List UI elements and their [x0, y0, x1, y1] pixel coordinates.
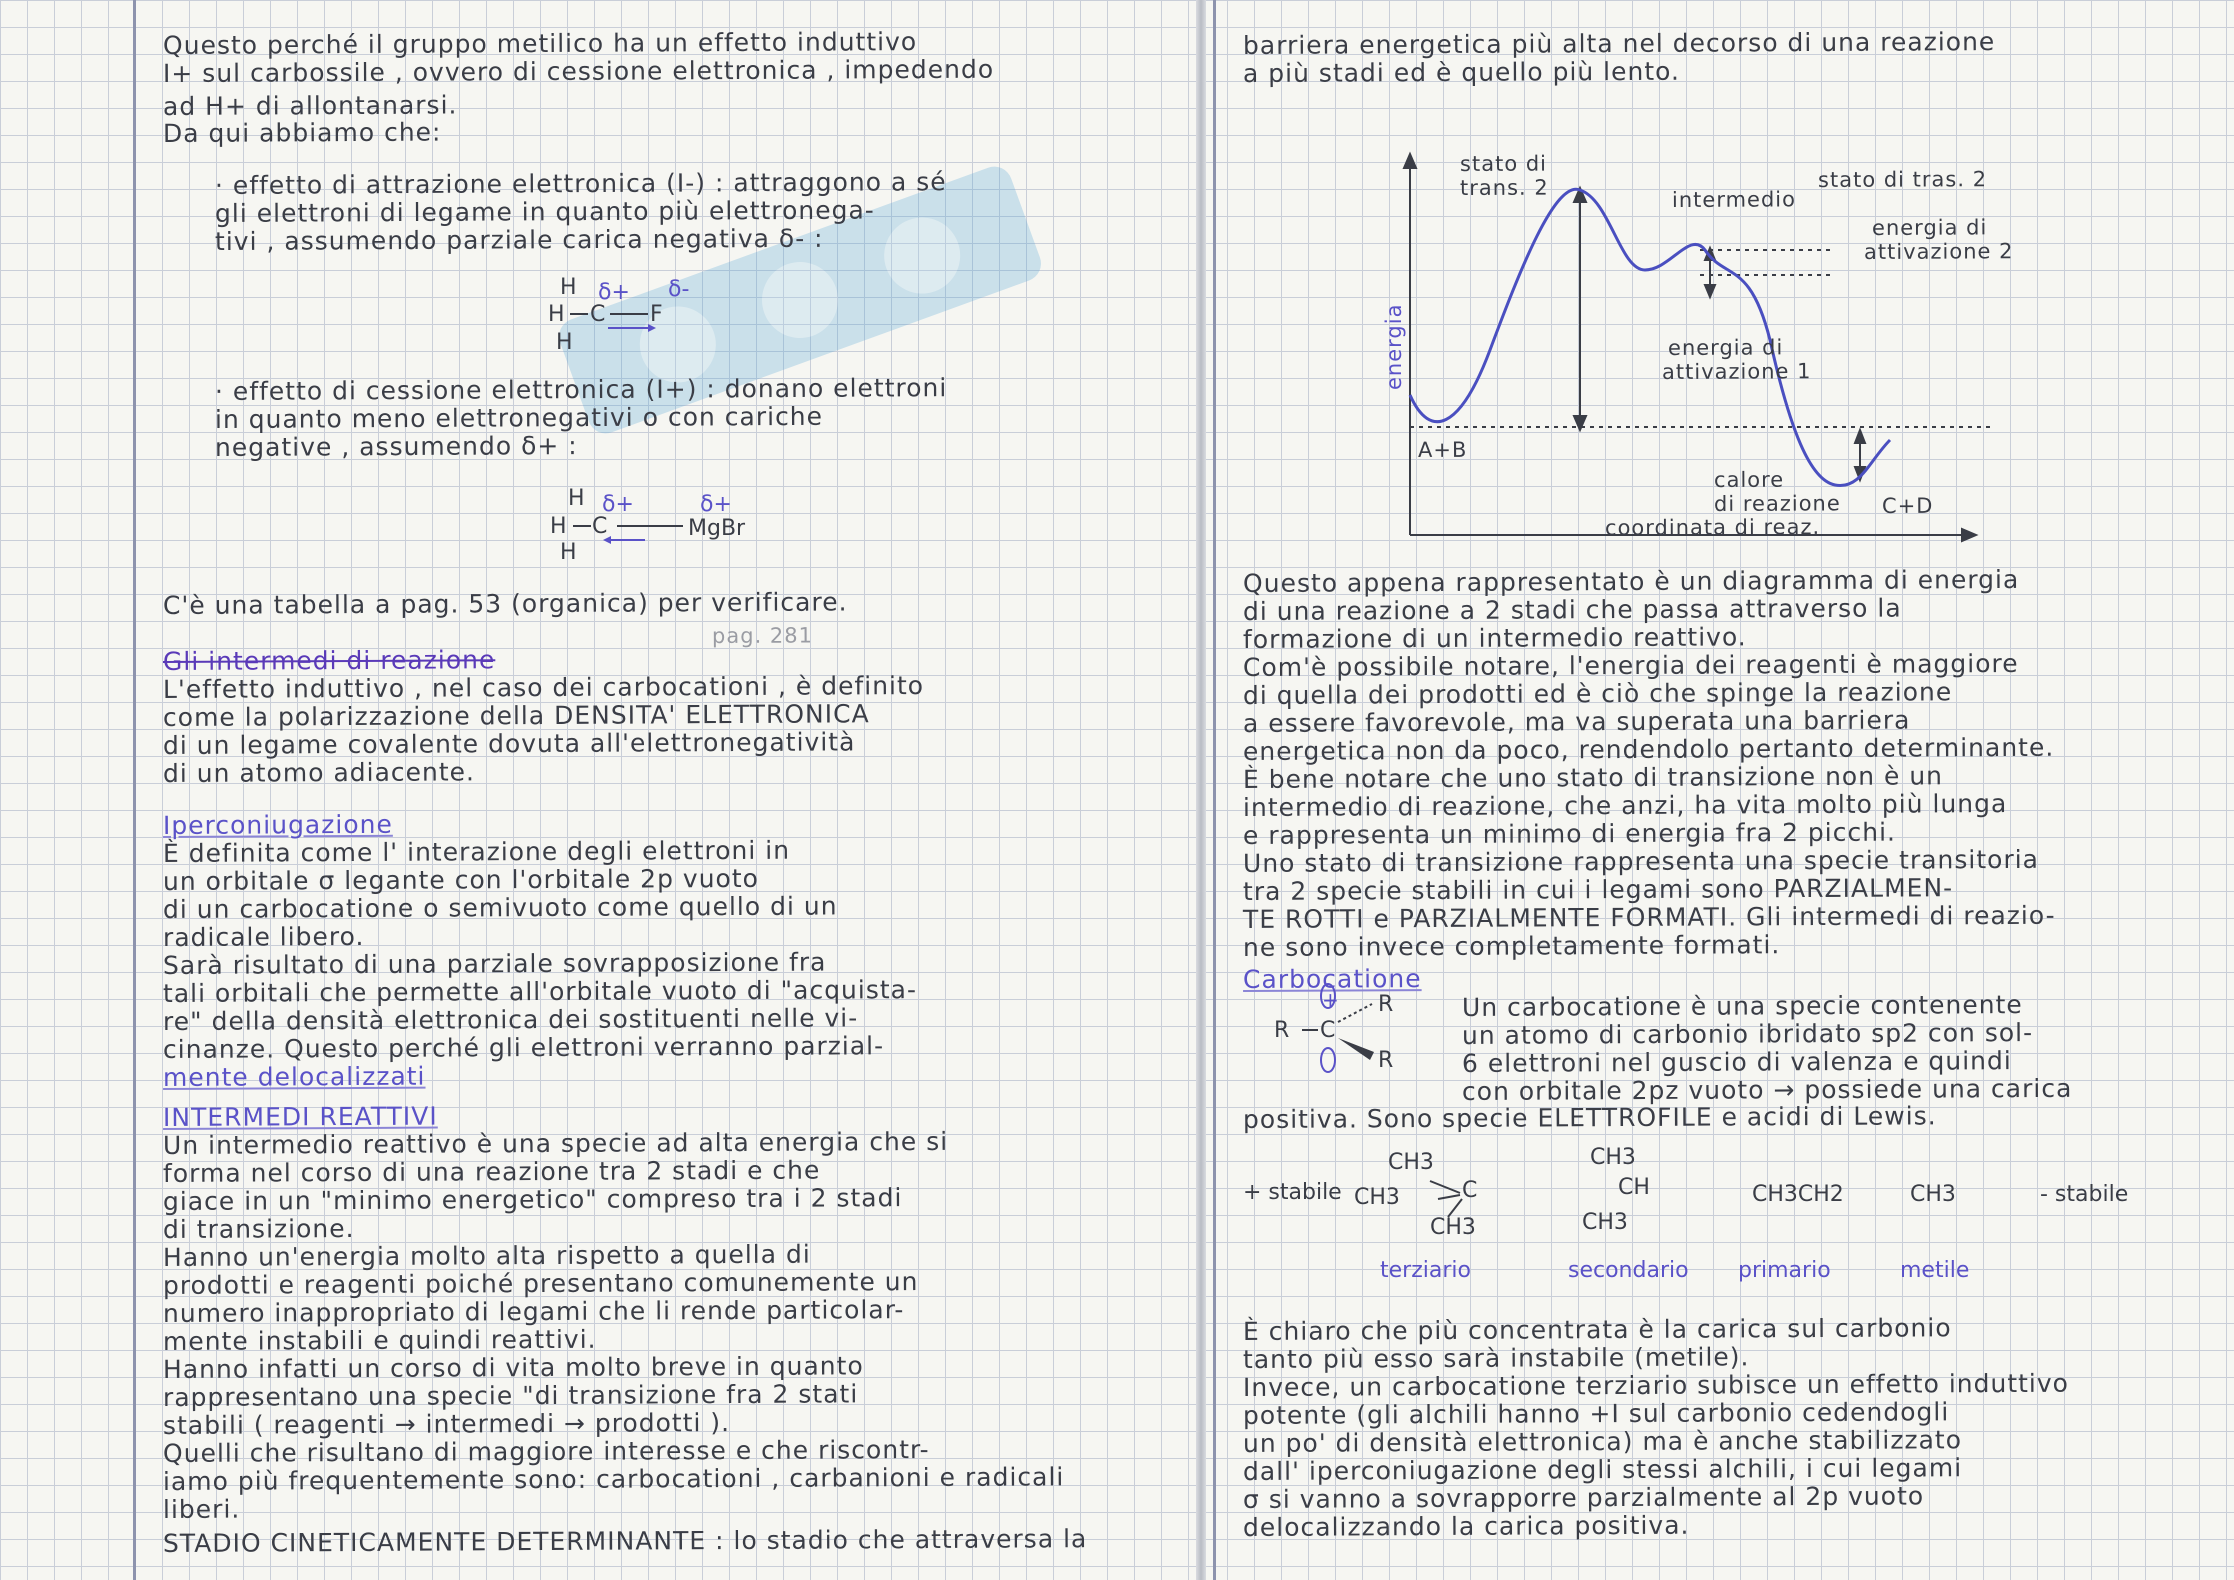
methyl-ch3: CH3 — [1910, 1182, 1956, 1207]
right-p3-line-8: delocalizzando la carica positiva. — [1242, 1510, 1690, 1542]
mol2-bonds — [565, 510, 695, 550]
label-prodotti: C+D — [1881, 493, 1934, 518]
mol1-h1: H — [560, 275, 577, 300]
right-p2-line-3: formazione di un intermedio reattivo. — [1242, 622, 1747, 654]
pag-note: pag. 281 — [711, 623, 814, 648]
label-ea2-2: attivazione 2 — [1863, 239, 2014, 264]
iper-line-8: cinanze. Questo perché gli elettroni verranno parzial- — [162, 1031, 885, 1064]
induttivo-line-3: di un legame covalente dovuta all'elettronegatività — [162, 727, 856, 760]
stability-right: - stabile — [2040, 1182, 2129, 1207]
intermedi-line-6: prodotti e reagenti poiché presentano comunemente un — [162, 1267, 919, 1300]
mol2-delta-2: δ+ — [700, 492, 732, 517]
intermedi-line-13: iamo più frequentemente sono: carbocationi , carbanioni e radicali — [162, 1462, 1065, 1496]
carb-line-4: con orbitale 2pz vuoto → possiede una carica — [1461, 1073, 2073, 1106]
energy-curve — [1410, 189, 1890, 485]
carb-line-1: Un carbocatione è una specie contenente — [1461, 990, 2023, 1022]
right-p3-line-5: un po' di densità elettronica) ma è anche stabilizzato — [1242, 1425, 1963, 1458]
carb-line-3: 6 elettroni nel guscio di valenza e quindi — [1461, 1046, 2012, 1078]
intermedi-line-14: liberi. — [162, 1494, 241, 1524]
right-p2-line-1: Questo appena rappresentato è un diagramma di energia — [1242, 564, 2020, 598]
diagram-ylabel: energia — [1382, 303, 1406, 390]
right-p2-line-2: di una reazione a 2 stadi che passa attraverso la — [1242, 593, 1902, 626]
sec-ch3-bottom: CH3 — [1582, 1210, 1628, 1235]
iper-line-7: re" della densità elettronica dei sostituenti nelle vi- — [162, 1003, 859, 1036]
induttivo-line-1: L'effetto induttivo , nel caso dei carbocationi , è definito — [162, 671, 925, 704]
right-p1-line-2: a più stadi ed è quello più lento. — [1242, 56, 1680, 88]
sec-ch: CH — [1618, 1175, 1650, 1200]
left-p1-line-1: Questo perché il gruppo metilico ha un effetto induttivo — [162, 27, 918, 60]
right-p2-line-7: energetica non da poco, rendendolo pertanto determinante. — [1242, 732, 2055, 766]
intermedi-line-7: numero inappropriato di legami che li rende particolar- — [162, 1295, 905, 1328]
label-intermedio: intermedio — [1671, 187, 1797, 212]
right-p2-line-8: È bene notare che uno stato di transizione non è un — [1242, 761, 1944, 794]
right-p3-line-6: dall' iperconiugazione degli stessi alchili, i cui legami — [1242, 1453, 1963, 1486]
label-calore-2: di reazione — [1713, 491, 1841, 516]
tert-bonds — [1410, 1165, 1480, 1225]
carb-r1: R — [1378, 992, 1394, 1017]
carb-r2: R — [1274, 1018, 1290, 1043]
iper-line-6: tali orbitali che permette all'orbitale vuoto di "acquista- — [162, 975, 918, 1008]
diagram-xlabel: coordinata di reaz. — [1604, 514, 1821, 540]
label-ea1-1: energia di — [1667, 335, 1784, 360]
carb-plus: + — [1322, 988, 1339, 1012]
cessione-line-3: negative , assumendo δ+ : — [214, 431, 578, 462]
right-p2-line-14: ne sono invece completamente formati. — [1242, 930, 1781, 962]
iper-line-3: di un carbocatione o semivuoto come quello di un — [162, 891, 838, 924]
right-p2-line-6: a essere favorevole, ma va superata una barriera — [1242, 705, 1911, 738]
right-p3-line-2: tanto più esso sarà instabile (metile). — [1242, 1342, 1750, 1374]
prim-ch3ch2: CH3CH2 — [1752, 1182, 1844, 1207]
label-metile: metile — [1900, 1258, 1970, 1283]
iper-line-1: È definita come l' interazione degli elettroni in — [162, 835, 791, 868]
notebook-spine — [1196, 0, 1206, 1580]
label-terziario: terziario — [1380, 1258, 1471, 1283]
label-calore-1: calore — [1713, 467, 1785, 492]
label-reagenti: A+B — [1417, 437, 1468, 462]
intermedi-line-2: forma nel corso di una reazione tra 2 stadi e che — [162, 1155, 821, 1188]
tert-ch3-top: CH3 — [1388, 1150, 1434, 1175]
tert-c: C — [1462, 1178, 1478, 1203]
cessione-line-1: · effetto di cessione elettronica (I+) : donano elettroni — [214, 373, 948, 406]
stadio-line: STADIO CINETICAMENTE DETERMINANTE : lo stadio che attraversa la — [162, 1524, 1088, 1558]
intermedi-line-4: di transizione. — [162, 1213, 355, 1244]
intermedi-line-10: rappresentano una specie "di transizione fra 2 stati — [162, 1379, 859, 1412]
attrazione-line-3: tivi , assumendo parziale carica negativa δ- : — [214, 223, 824, 256]
right-p2-line-10: e rappresenta un minimo di energia fra 2 picchi. — [1242, 817, 1897, 850]
carb-c: C — [1320, 1018, 1336, 1043]
mol2-h2: H — [550, 514, 567, 539]
iper-line-2: un orbitale σ legante con l'orbitale 2p vuoto — [162, 863, 759, 896]
stability-left: + stabile — [1243, 1180, 1342, 1205]
attrazione-line-1: · effetto di attrazione elettronica (I-) : attraggono a sé — [214, 167, 947, 200]
left-p1-line-4: Da qui abbiamo che: — [162, 117, 442, 148]
tert-ch3-left: CH3 — [1354, 1185, 1400, 1210]
left-margin-line — [133, 0, 136, 1580]
carbocatione-title: Carbocatione — [1242, 964, 1422, 994]
cessione-line-2: in quanto meno elettronegativi o con cariche — [214, 401, 824, 434]
mol1-h2: H — [548, 302, 565, 327]
mol1-bonds — [560, 300, 660, 340]
label-ts2-right: stato di tras. 2 — [1817, 167, 1988, 192]
label-ts2-left-2: trans. 2 — [1459, 175, 1549, 200]
strike-title: Gli intermedi di reazione — [162, 645, 496, 676]
mol2-delta-1: δ+ — [602, 492, 634, 517]
label-ts2-left-1: stato di — [1459, 151, 1548, 176]
carb-r3: R — [1378, 1048, 1394, 1073]
right-p3-line-3: Invece, un carbocatione terziario subisce un effetto induttivo — [1242, 1368, 2069, 1402]
mol1-f: F — [650, 302, 663, 327]
mol2-mgbr: MgBr — [688, 516, 746, 541]
induttivo-line-2: come la polarizzazione della DENSITA' ELETTRONICA — [162, 699, 870, 732]
right-margin-line — [1213, 0, 1216, 1580]
iper-line-5: Sarà risultato di una parziale sovrapposizione fra — [162, 947, 827, 980]
intermedi-line-1: Un intermedio reattivo è una specie ad alta energia che si — [162, 1126, 949, 1160]
induttivo-line-4: di un atomo adiacente. — [162, 757, 476, 788]
iper-line-9: mente delocalizzati — [162, 1061, 426, 1092]
right-p2-line-12: tra 2 specie stabili in cui i legami sono PARZIALMEN- — [1242, 873, 1954, 906]
carb-line-5: positiva. Sono specie ELETTROFILE e acidi di Lewis. — [1242, 1101, 1937, 1134]
label-ea1-2: attivazione 1 — [1661, 359, 1812, 384]
mol1-delta-plus: δ+ — [598, 280, 630, 305]
left-p1-line-3: ad H+ di allontanarsi. — [162, 90, 458, 121]
intermedi-line-8: mente instabili e quindi reattivi. — [162, 1324, 597, 1356]
iperconiugazione-title: Iperconiugazione — [162, 809, 393, 840]
carb-bonds — [1290, 980, 1390, 1080]
mol1-delta-minus: δ- — [668, 277, 690, 302]
right-p3-line-7: σ si vanno a sovrapporre parzialmente al 2p vuoto — [1242, 1481, 1925, 1514]
intermedi-line-3: giace in un "minimo energetico" compreso tra i 2 stadi — [162, 1183, 903, 1216]
label-primario: primario — [1738, 1258, 1831, 1283]
right-p1-line-1: barriera energetica più alta nel decorso di una reazione — [1242, 27, 1996, 60]
intermedi-line-11: stabili ( reagenti → intermedi → prodotti ). — [162, 1408, 731, 1440]
tabella-line: C'è una tabella a pag. 53 (organica) per verificare. — [162, 587, 848, 620]
mol2-h1: H — [568, 486, 585, 511]
right-p2-line-9: intermedio di reazione, che anzi, ha vita molto più lunga — [1242, 788, 2008, 822]
right-p3-line-4: potente (gli alchili hanno +I sul carbonio cedendogli — [1242, 1397, 1950, 1430]
tert-ch3-bottom: CH3 — [1430, 1215, 1476, 1240]
sec-ch3-top: CH3 — [1590, 1145, 1636, 1170]
right-p2-line-5: di quella dei prodotti ed è ciò che spinge la reazione — [1242, 677, 1953, 710]
intermedi-line-12: Quelli che risultano di maggiore interesse e che riscontr- — [162, 1434, 930, 1468]
right-p2-line-13: TE ROTTI e PARZIALMENTE FORMATI. Gli intermedi di reazio- — [1242, 900, 2056, 934]
carb-line-2: un atomo di carbonio ibridato sp2 con sol- — [1461, 1018, 2034, 1050]
mol2-h3: H — [560, 540, 577, 565]
mol2-c: C — [592, 514, 608, 539]
iper-line-4: radicale libero. — [162, 921, 365, 952]
right-p2-line-11: Uno stato di transizione rappresenta una specie transitoria — [1242, 844, 2040, 878]
intermedi-title: INTERMEDI REATTIVI — [162, 1101, 438, 1132]
label-secondario: secondario — [1568, 1258, 1689, 1283]
attrazione-line-2: gli elettroni di legame in quanto più elettronega- — [214, 195, 875, 228]
right-p3-line-1: È chiaro che più concentrata è la carica sul carbonio — [1242, 1313, 1952, 1346]
mol1-h3: H — [556, 330, 573, 355]
mol1-c: C — [590, 302, 606, 327]
right-p2-line-4: Com'è possibile notare, l'energia dei reagenti è maggiore — [1242, 648, 2019, 682]
left-p1-line-2: I+ sul carbossile , ovvero di cessione elettronica , impedendo — [162, 54, 995, 88]
intermedi-line-9: Hanno infatti un corso di vita molto breve in quanto — [162, 1351, 864, 1384]
label-ea2-1: energia di — [1871, 215, 1988, 240]
intermedi-line-5: Hanno un'energia molto alta rispetto a quella di — [162, 1239, 811, 1272]
